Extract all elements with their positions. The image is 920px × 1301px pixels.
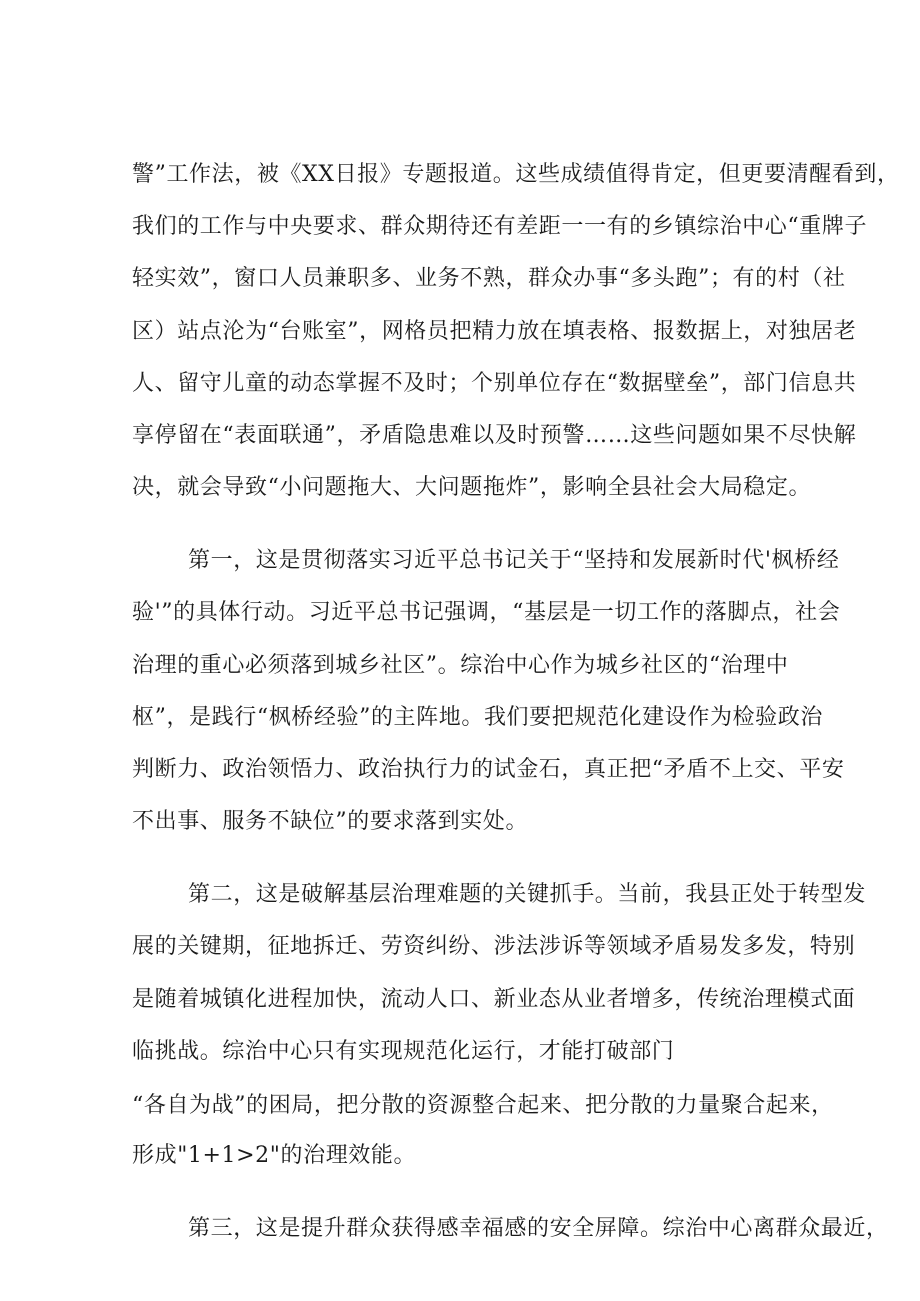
paragraph-1-line-3: 轻实效”，窗口人员兼职多、业务不熟，群众办事“多头跑”；有的村（社 — [132, 266, 846, 291]
paragraph-2-line-2: 验'”的具体行动。习近平总书记强调，“基层是一切工作的落脚点，社会 — [132, 600, 841, 625]
paragraph-1-line-5: 人、留守儿童的动态掌握不及时；个别单位存在“数据壁垒”，部门信息共 — [132, 371, 857, 396]
paragraph-2-line-5: 判断力、政治领悟力、政治执行力的试金石，真正把“矛盾不上交、平安 — [132, 757, 845, 782]
paragraph-1-line-1: 警”工作法，被《XX日报》专题报道。这些成绩值得肯定，但更要清醒看到， — [132, 162, 900, 187]
paragraph-1-line-7: 决，就会导致“小问题拖大、大问题拖炸”，影响全县社会大局稳定。 — [132, 475, 812, 500]
paragraph-4-line-1: 第三，这是提升群众获得感幸福感的安全屏障。综治中心离群众最近， — [188, 1216, 889, 1241]
paragraph-1-line-6: 享停留在“表面联通”，矛盾隐患难以及时预警……这些问题如果不尽快解 — [132, 423, 857, 448]
paragraph-2-line-4: 枢”，是践行“枫桥经验”的主阵地。我们要把规范化建设作为检验政治 — [132, 705, 823, 730]
paragraph-3-line-4: 临挑战。综治中心只有实现规范化运行，才能打破部门 — [132, 1039, 675, 1064]
paragraph-2-line-6: 不出事、服务不缺位”的要求落到实处。 — [132, 809, 529, 834]
paragraph-1-line-2: 我们的工作与中央要求、群众期待还有差距一一有的乡镇综治中心“重牌子 — [132, 214, 868, 239]
paragraph-3-line-3: 是随着城镇化进程加快，流动人口、新业态从业者增多，传统治理模式面 — [132, 987, 856, 1012]
paragraph-2-line-3: 治理的重心必须落到城乡社区”。综治中心作为城乡社区的“治理中 — [132, 653, 789, 678]
paragraph-1-line-4: 区）站点沦为“台账室”，网格员把精力放在填表格、报数据上，对独居老 — [132, 319, 857, 344]
paragraph-2-line-1: 第一，这是贯彻落实习近平总书记关于“坚持和发展新时代'枫桥经 — [188, 548, 840, 573]
paragraph-3-line-1: 第二，这是破解基层治理难题的关键抓手。当前，我县正处于转型发 — [188, 882, 867, 907]
paragraph-3-line-5: “各自为战”的困局，把分散的资源整合起来、把分散的力量聚合起来， — [132, 1093, 834, 1118]
paragraph-3-line-2: 展的关键期，征地拆迁、劳资纠纷、涉法涉诉等领域矛盾易发多发，特别 — [132, 934, 856, 959]
paragraph-3-line-6: 形成"1+1>2"的治理效能。 — [132, 1143, 417, 1168]
